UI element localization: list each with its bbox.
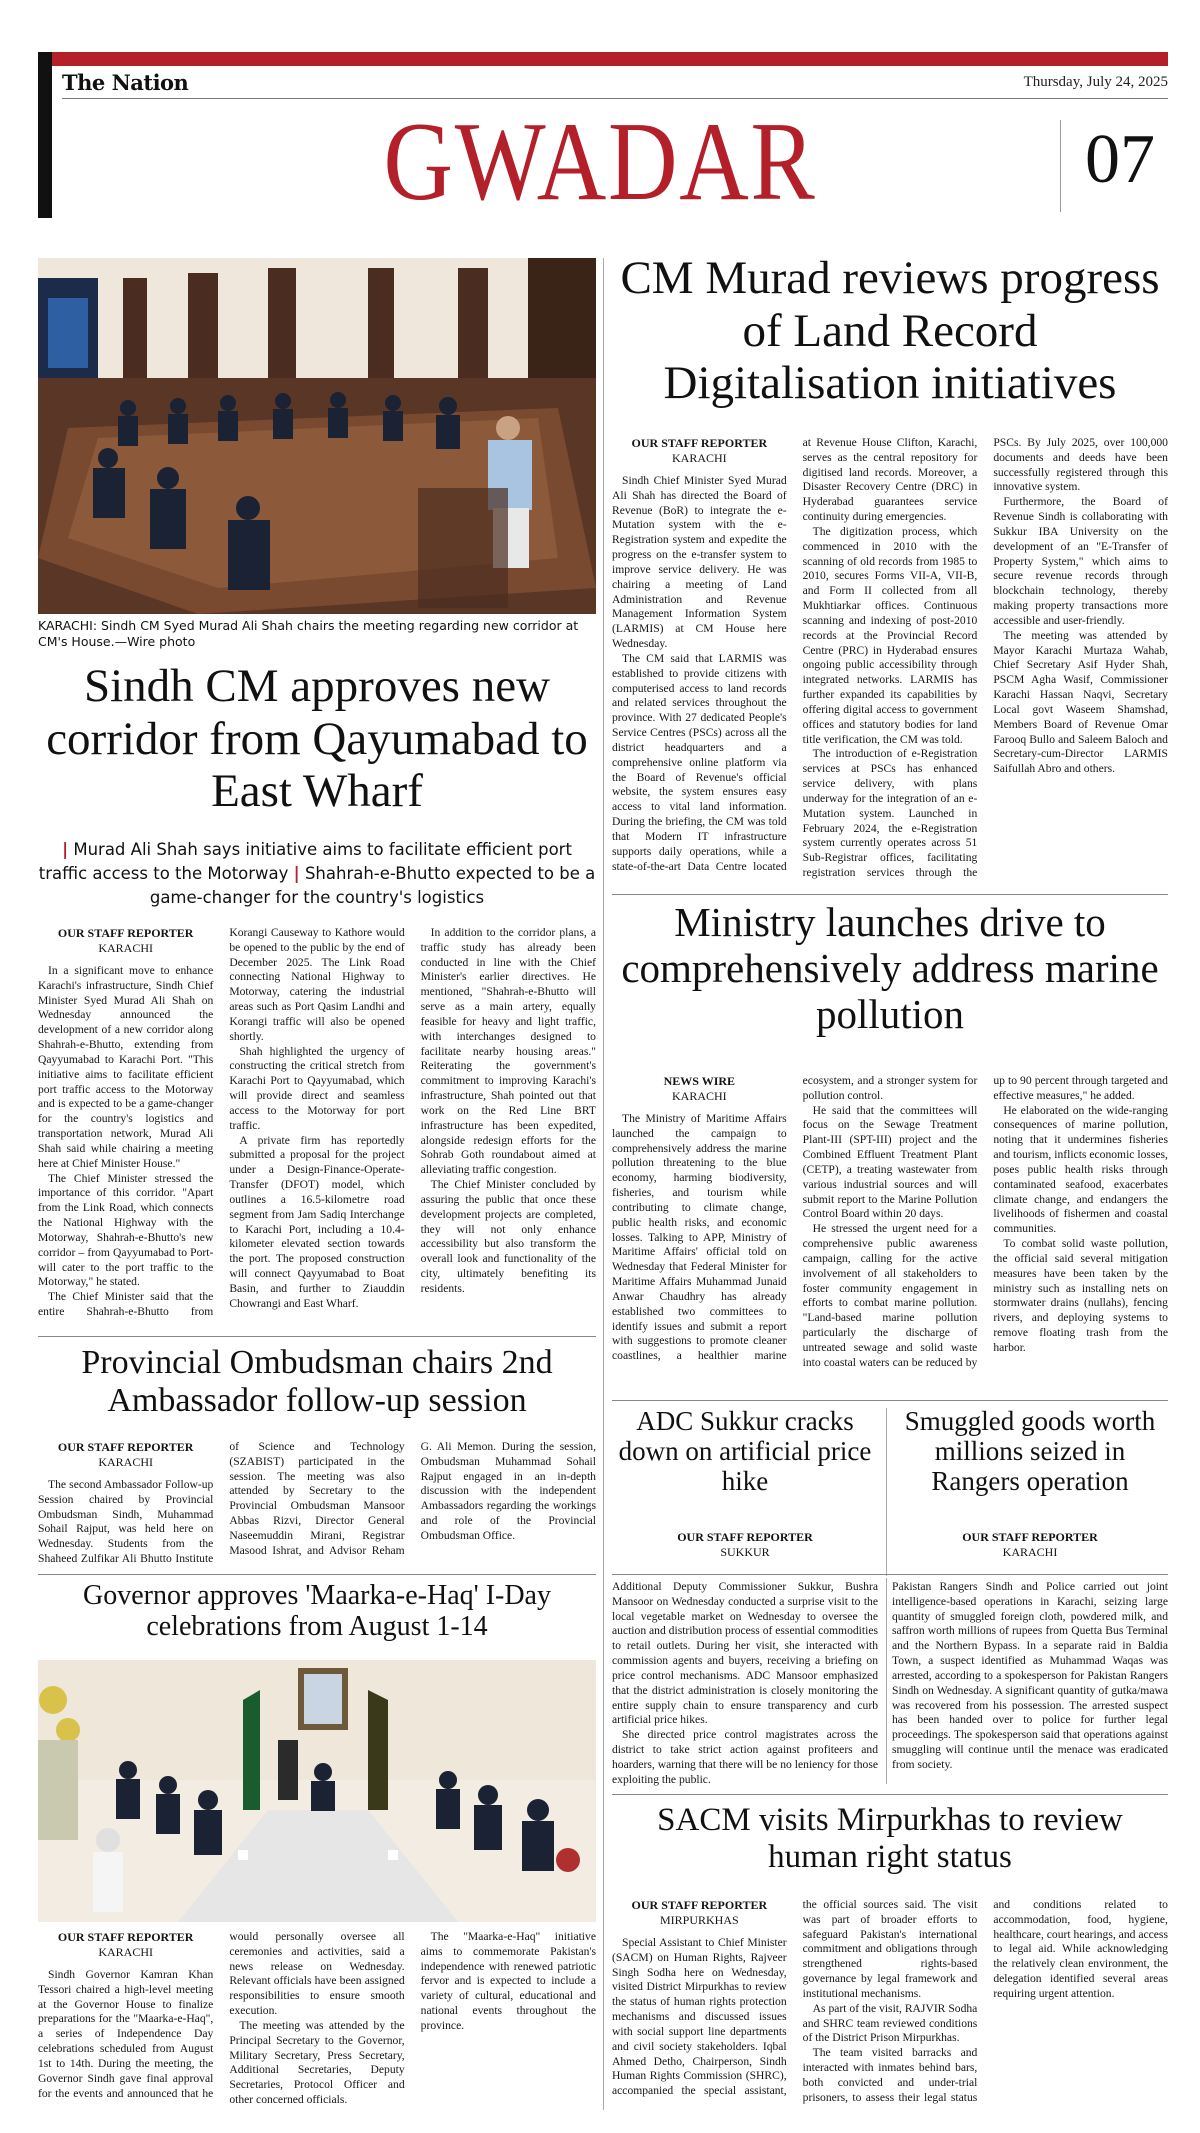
paragraph: The Chief Minister said that the entire Shahrah-e-Bhutto from Korangi Causeway to Kathore would be opened to the public by the end of December 2025. The Link Road connecting National Highway to Motorway, catering the industrial areas such as Port Qasim Landhi and Korangi traffic will also be opened shortly. [38,926,405,1319]
byline [892,1530,1168,1560]
masthead-top-bar [38,52,1168,66]
byline [612,436,787,466]
subhead-marker: | [62,840,69,859]
paragraph: Furthermore, the Board of Revenue Sindh is collaborating with Sukkur IBA University on the development of an "E-Transfer of Property System," which aims to secure revenue records through blockchain technology, thereby making property transactions more accessible and user-friendly. [993,495,1168,627]
byline [612,1898,787,1928]
article-body-adc-sukkur [612,1580,878,1786]
paragraph: The "Maarka-e-Haq" initiative aims to commemorate Pakistan's independence with renewed patriotic fervor and is expected to include a variety of cultural, educational and national events throughout the province. [420,1930,596,2032]
photo-caption: KARACHI: Sindh CM Syed Murad Ali Shah chairs the meeting regarding new corridor at CM's House.—Wire photo [38,618,579,650]
paragraph: As part of the visit, RAJVIR Sodha and SHRC team reviewed conditions of the District Prison Mirpurkhas. [802,2001,978,2045]
byline-name: OUR STAFF REPORTER [677,1530,813,1544]
headline-sindh-corridor: Sindh CM approves new corridor from Qayumabad to East Wharf [46,660,588,818]
byline-place: MIRPURKHAS [659,1913,739,1927]
publication-date: Thursday, July 24, 2025 [1023,74,1168,90]
paragraph: Pakistan Rangers Sindh and Police carried out joint intelligence-based operations in Karachi, seizing large quantity of smuggled foreign cloth, powdered milk, and saffron worth millions of rupees from Quetta Bus Terminal and the Northern Bypass. In a separate raid in Baldia Town, a suspect identified as Muhammad Waqas was arrested, according to a spokesperson for Pakistan Rangers Sindh on Wednesday. A significant quantity of gutka/mawa was recovered from his possession. The arrested suspect has been handed over to police for further legal proceedings. The spokesperson said that operations against smuggling will continue until the menace was eradicated from society. [892,1580,1168,1771]
paragraph: The introduction of e-Registration services at PSCs has enhanced service delivery, with plans underway for the integration of an e-Mutation system. Launched in February 2024, the e-Registration system currently operates across 51 Sub-Registrar offices, facilitating registration services through the PSCs. By July 2025, over 100,000 documents and deeds have been successfully registered through this innovative system. [802,436,1168,880]
column-divider [886,1408,887,1576]
paragraph: The second Ambassador Follow-up Session chaired by Provincial Ombudsman Sindh, Muhammad Sohail Rajput, was held here on Wednesday. Students from the Shaheed Zulfikar Ali Bhutto Institute of Science and Technology (SZABIST) participated in the session. The meeting was also attended by Secretary to the Provincial Ombudsman Mansoor Abbas Rizvi, Director General Naseemuddin Mirani, Registrar Masood Ishrat, and Advisor Reham G. Ali Memon. During the session, Ombudsman Muhammad Sohail Rajput engaged in an in-depth discussion with the independent Ambassadors regarding the workings and role of the Provincial Ombudsman Office. [38,1440,596,1566]
paragraph: She directed price control magistrates across the district to take strict action against profiteers and hoarders, warning that there will be no leniency for those exploiting the public. [612,1728,878,1786]
byline-place: SUKKUR [720,1545,770,1559]
byline-name: NEWS WIRE [663,1074,736,1088]
paragraph: A private firm has reportedly submitted a proposal for the project under a Design-Finance-Operate-Transfer (DFOT) model, which outlines a 16.5-kilometre road segment from Jam Sadiq Interchange to Karachi Port, including a 10.4-kilometer elevated section towards the port. The proposed construction will connect Qayyumabad to Boat Basin, and further to Ziauddin Chowrangi and East Wharf. [229,1133,405,1310]
paragraph: The meeting was attended by the Principal Secretary to the Governor, Military Secretary, Press Secretary, Additional Secretaries, Deputy Secretaries, Protocol Officer and other concerned officials. [229,2018,405,2107]
paragraph: The Ministry of Maritime Affairs launched the campaign to comprehensively address the marine pollution threatening to the blue economy, harming biodiversity, fisheries, and tourism while contributing to climate change, public health risks, and economic losses. Talking to APP, Ministry of Maritime Affairs' official told on Wednesday that Federal Minister for Maritime Affairs Muhammad Junaid Anwar Chaudhry has already established two committees to identify issues and submit a report with suggestions to promote cleaner coastlines, a healthier marine ecosystem, and a stronger system for pollution control. [612,1074,978,1363]
subhead-sindh-corridor [38,838,596,910]
paragraph: The CM said that LARMIS was established to provide citizens with computerised access to land records and related services throughout the province. With 27 dedicated People's Service Centres (PSCs) across all the district headquarters and a comprehensive online platform via the Board of Revenue's official website, the system ensures easy access to vital land information. During the briefing, the CM was told that Modern IT infrastructure supports daily operations, while a state-of-the-art Data Centre located at Revenue House Clifton, Karachi, serves as the central repository for digitised land records. Moreover, a Disaster Recovery Centre (DRC) in Hyderabad guarantees service continuity during emergencies. [612,436,978,873]
byline-place: KARACHI [1002,1545,1058,1559]
paragraph: The Chief Minister stressed the importance of this corridor. "Apart from the Link Road, which connects the National Highway with the Motorway, Shahrah-e-Bhutto's new corridor – from Qayyumabad to Port- will cater to the port traffic to the Motorway," he stated. [38,1171,214,1289]
paragraph: To combat solid waste pollution, the official said several mitigation measures have been taken by the ministry such as installing nets on stormwater drains (nullahs), fencing rivers, and deploying systems to remove floating trash from the harbor. [993,1237,1168,1354]
paragraph: Special Assistant to Chief Minister (SACM) on Human Rights, Rajveer Singh Sodha here on Wednesday, visited District Mirpurkhas to review the status of human rights protection mechanisms and discussed issues with social support line departments and civil society stakeholders. Iqbal Ahmed Detho, Chairperson, Sindh Human Rights Commission (SHRC), accompanied the special assistant, the official sources said. The visit was part of broader efforts to safeguard Pakistan's international commitment and obligations through strengthened rights-based governance by legal framework and institutional mechanisms. [612,1898,978,2098]
paragraph: He said that the committees will focus on the Sewage Treatment Plant-III (SPT-III) project and the Combined Effluent Treatment Plant (CETP), a treating wastewater from various industrial sources and will submit report to the Marine Pollution Control Board within 20 days. [802,1103,978,1221]
article-body-smuggled-goods [892,1580,1168,1786]
paragraph: The digitization process, which commenced in 2010 with the scanning of old records from 1985 to 2010, secures Forms VII-A, VII-B, and Form II collected from all Mukhtiarkar offices. Continuous scanning and indexing of post-2010 records at the Provincial Record Centre (PRC) in Hyderabad ensures ongoing public accessibility through integrated networks. LARMIS has further expanded its capabilities by offering digital access to government offices and statutory bodies for land title verification, the CM was told. [802,524,978,746]
paragraph: Shah highlighted the urgency of constructing the critical stretch from Karachi Port to Qayyumabad, which will provide direct and seamless access to the Motorway for port traffic. [229,1044,405,1132]
section-divider [612,1400,1168,1401]
paragraph: Additional Deputy Commissioner Sukkur, Bushra Mansoor on Wednesday conducted a surprise visit to the local vegetable market on Wednesday to oversee the auction and distribution process of essential commodities to retail outlets. During her visit, she interacted with commission agents and buyers, receiving a briefing on price control mechanisms. ADC Mansoor emphasized that the district administration is closely monitoring the entire supply chain to ensure transparency and curb artificial price hikes. [612,1580,878,1727]
paragraph: The Chief Minister concluded by assuring the public that once these development projects are completed, they will not only enhance accessibility but also transform the overall look and functionality of the city, ultimately benefiting its residents. [420,1178,596,1295]
meeting-photo [38,258,596,614]
headline-sacm: SACM visits Mirpurkhas to review human right status [657,1802,1123,1875]
paragraph: In addition to the corridor plans, a traffic study has already been conducted in line with the Chief Minister's earlier directives. He mentioned, "Shahrah-e-Bhutto will serve as a main artery, equally feasible for heavy and light traffic, with interchanges designed to facilitate nearby housing areas." Reiterating the government's commitment to improving Karachi's infrastructure, Shah pointed out that work on the Red Line BRT infrastructure has been expedited, alongside redesign efforts for the Sohrab Goth roundabout aimed at alleviating traffic congestion. [420,926,596,1177]
paragraph: He stressed the urgent need for a comprehensive public awareness campaign, calling for the active involvement of all stakeholders to foster community engagement in efforts to combat marine pollution. "Land-based marine pollution particularly the discharge of untreated sewage and solid waste into coastal waters can be reduced by up to 90 percent through targeted and effective measures," he added. [802,1074,1168,1369]
section-divider [38,1336,596,1337]
paragraph: Sindh Governor Kamran Khan Tessori chaired a high-level meeting at the Governor House to finalize preparations for the "Maarka-e-Haq", a series of Independence Day celebrations scheduled from August 1st to 14th. During the meeting, the Governor Sindh gave final approval for the events and announced that he would personally oversee all ceremonies and activities, said a news release on Wednesday. Relevant officials have been assigned responsibilities to ensure smooth execution. [38,1930,405,2100]
section-divider [612,1794,1168,1795]
headline-governor: Governor approves 'Maarka-e-Haq' I-Day celebrations from August 1-14 [83,1580,551,1643]
section-divider [38,1574,596,1575]
headline-marine-pollution: Ministry launches drive to comprehensively address marine pollution [621,899,1159,1037]
byline-name: OUR STAFF REPORTER [631,436,768,450]
article-body-sindh-corridor [38,926,596,1328]
subhead-marker: | [293,863,300,883]
byline-name: OUR STAFF REPORTER [631,1898,768,1912]
article-body-marine-pollution [612,1074,1168,1384]
paragraph: Sindh Chief Minister Syed Murad Ali Shah has directed the Board of Revenue (BoR) to integrate the e-Mutation system with the e-Registration system and expedite the progress on the e-transfer system to improve service delivery. He was chairing a meeting of Land Administration and Revenue Management Information System (LARMIS) at CM House here Wednesday. [612,474,787,651]
byline [612,1074,787,1104]
headline-ombudsman: Provincial Ombudsman chairs 2nd Ambassador follow-up session [81,1344,553,1420]
byline-place: KARACHI [671,451,727,465]
column-divider [886,1578,887,1784]
byline-name: OUR STAFF REPORTER [57,1440,194,1454]
governor-meeting-photo [38,1660,596,1922]
paragraph: The team visited barracks and interacted with inmates behind bars, both convicted and under-trial prisoners, to assess their legal status and conditions related to accommodation, food, hygiene, healthcare, court hearings, and access to legal aid. While acknowledging the relatively clean environment, the delegation identified several areas requiring urgent attention. [802,1898,1168,2104]
byline-name: OUR STAFF REPORTER [57,1930,194,1944]
subhead-text-2: Shahrah-e-Bhutto expected to be a game-changer for the country's logistics [149,863,596,907]
article-body-ombudsman [38,1440,596,1568]
byline-name: OUR STAFF REPORTER [57,926,194,940]
headline-smuggled-goods: Smuggled goods worth millions seized in Rangers operation [904,1406,1156,1497]
section-divider [612,894,1168,895]
byline [612,1530,878,1560]
section-divider [612,1574,1168,1575]
paragraph: The meeting was attended by Mayor Karachi Murtaza Wahab, Chief Secretary Asif Hyder Shah, PSCM Agha Wasif, Commissioner Karachi Hassan Naqvi, Secretary Local govt Waseem Shamshad, Members Board of Revenue Omar Farooq Bullo and Saleem Baloch and Secretary-cum-Director LARMIS Saifullah Abro and others. [993,628,1168,776]
byline-name: OUR STAFF REPORTER [962,1530,1098,1544]
subhead-text-1: Murad Ali Shah says initiative aims to facilitate efficient port traffic access to the Motorway [38,840,572,883]
byline-place: KARACHI [98,1945,153,1959]
masthead-rule [62,98,1168,99]
article-body-land-record [612,436,1168,884]
article-body-sacm [612,1898,1168,2112]
byline-place: KARACHI [671,1089,727,1103]
byline [38,1930,213,1960]
byline [38,926,213,956]
masthead-divider [1060,120,1061,212]
masthead-left-stripe [38,52,52,218]
paragraph: He elaborated on the wide-ranging consequences of marine pollution, noting that it undermines fisheries and tourism, inflicts economic losses, poses public health risks through contaminated seafood, exacerbates climate change, and endangers the livelihoods of fishermen and coastal communities. [993,1103,1168,1236]
paragraph: In a significant move to enhance Karachi's infrastructure, Sindh Chief Minister Syed Murad Ali Shah on Wednesday announced the development of a new corridor along Shahrah-e-Bhutto, extending from Qayyumabad to Karachi Port. "This initiative aims to facilitate efficient port traffic access to the Motorway and is expected to be a game-changer for the country's logistics and transportation network, Murad Ali Shah said while chairing a meeting here at Chief Minister House." [38,964,214,1170]
section-title: GWADAR [383,100,817,224]
byline [38,1440,213,1470]
headline-adc-sukkur: ADC Sukkur cracks down on artificial price hike [618,1406,872,1497]
page-number: 07 [1085,121,1155,198]
headline-land-record: CM Murad reviews progress of Land Record Digitalisation initiatives [620,252,1160,410]
center-column-divider [603,258,604,2110]
article-body-governor [38,1930,596,2112]
byline-place: KARACHI [98,941,153,955]
byline-place: KARACHI [98,1455,153,1469]
paper-name: The Nation [62,70,189,95]
